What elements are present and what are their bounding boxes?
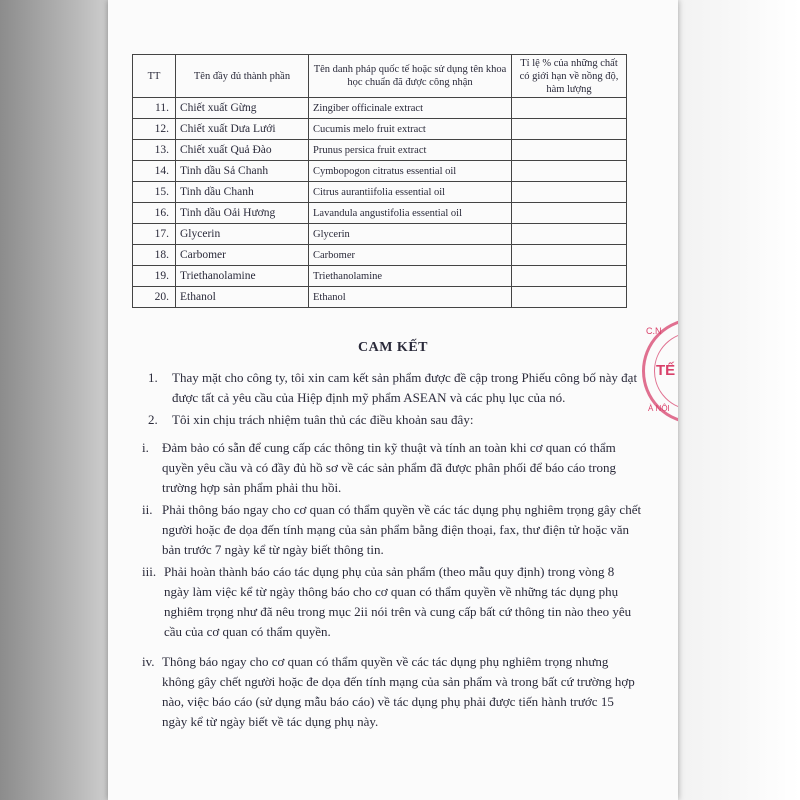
stamp-top-text: C.N: [646, 326, 662, 336]
stamp-center-text: TẾ: [656, 362, 676, 379]
cell-tt: 12.: [133, 119, 176, 140]
item-number: iii.: [142, 564, 157, 579]
cell-inci: Citrus aurantiifolia essential oil: [309, 182, 512, 203]
cell-ratio: [512, 98, 627, 119]
table-row: [133, 98, 627, 119]
cell-tt: 16.: [133, 203, 176, 224]
cell-tt: 11.: [133, 98, 176, 119]
header-tt: TT: [133, 55, 176, 98]
item-number: 1.: [148, 370, 158, 385]
commitment-paragraph: Phải hoàn thành báo cáo tác dụng phụ của sản phẩm (theo mẫu quy định) trong vòng 8 ngày làm việc kể từ ngày thông báo cho cơ quan có thẩm quyền về những tác dụng phụ nghiêm trọng như đã nêu trong mục 2ii nói trên và cung cấp bất cứ thông tin nào theo yêu cầu của cơ quan có thẩm quyền.: [164, 564, 632, 639]
cell-name: Tinh dầu Oải Hương: [176, 203, 309, 224]
cell-tt: 17.: [133, 224, 176, 245]
cell-ratio: [512, 140, 627, 161]
cell-name: Carbomer: [176, 245, 309, 266]
cell-inci: Lavandula angustifolia essential oil: [309, 203, 512, 224]
commitment-title: CAM KẾT: [358, 340, 428, 355]
table-row: [133, 224, 627, 245]
header-ratio: Tỉ lệ % của những chất có giới hạn về nồng độ, hàm lượng: [512, 55, 627, 98]
cell-ratio: [512, 266, 627, 287]
background-left: [0, 0, 110, 800]
commitment-paragraph: Tôi xin chịu trách nhiệm tuân thủ các điều khoản sau đây:: [172, 412, 474, 427]
commitment-paragraph: Phải thông báo ngay cho cơ quan có thẩm quyền về các tác dụng phụ nghiêm trọng gây chết người hoặc đe dọa đến tính mạng của sản phẩm bằng điện thoại, fax, thư điện tử hoặc văn bản trước 7 ngày kể từ ngày biết thông tin.: [162, 502, 642, 557]
table-row: [133, 287, 627, 308]
cell-ratio: [512, 245, 627, 266]
table-row: [133, 161, 627, 182]
header-inci: Tên danh pháp quốc tế hoặc sử dụng tên khoa học chuẩn đã được công nhận: [309, 55, 512, 98]
cell-inci: Prunus persica fruit extract: [309, 140, 512, 161]
cell-inci: Cymbopogon citratus essential oil: [309, 161, 512, 182]
cell-ratio: [512, 119, 627, 140]
cell-inci: Zingiber officinale extract: [309, 98, 512, 119]
item-number: 2.: [148, 412, 158, 427]
cell-ratio: [512, 203, 627, 224]
cell-ratio: [512, 224, 627, 245]
cell-name: Glycerin: [176, 224, 309, 245]
table-row: [133, 203, 627, 224]
cell-name: Triethanolamine: [176, 266, 309, 287]
cell-ratio: [512, 161, 627, 182]
table-row: [133, 119, 627, 140]
header-name: Tên đầy đủ thành phần: [176, 55, 309, 98]
cell-name: Tinh dầu Sả Chanh: [176, 161, 309, 182]
cell-tt: 18.: [133, 245, 176, 266]
table-row: [133, 140, 627, 161]
item-number: i.: [142, 440, 149, 455]
commitment-paragraph: Thay mặt cho công ty, tôi xin cam kết sản phẩm được đề cập trong Phiếu công bố này đạt được tất cả yêu cầu của Hiệp định mỹ phẩm ASEAN và các phụ lục của nó.: [172, 370, 638, 405]
item-number: iv.: [142, 654, 155, 669]
cell-inci: Glycerin: [309, 224, 512, 245]
ingredients-table: [132, 54, 627, 308]
cell-name: Ethanol: [176, 287, 309, 308]
cell-tt: 19.: [133, 266, 176, 287]
cell-ratio: [512, 182, 627, 203]
table-row: [133, 266, 627, 287]
cell-inci: Cucumis melo fruit extract: [309, 119, 512, 140]
table-header-row: [133, 55, 627, 98]
table-row: [133, 245, 627, 266]
table-row: [133, 182, 627, 203]
cell-name: Chiết xuất Gừng: [176, 98, 309, 119]
cell-ratio: [512, 287, 627, 308]
item-number: ii.: [142, 502, 153, 517]
cell-name: Chiết xuất Quả Đào: [176, 140, 309, 161]
cell-tt: 15.: [133, 182, 176, 203]
red-stamp-seal: [632, 318, 678, 426]
cell-tt: 14.: [133, 161, 176, 182]
cell-inci: Triethanolamine: [309, 266, 512, 287]
cell-name: Tinh dầu Chanh: [176, 182, 309, 203]
commitment-paragraph: Đảm bảo có sẵn để cung cấp các thông tin kỹ thuật và tính an toàn khi cơ quan có thẩm quyền yêu cầu và có đầy đủ hồ sơ về các sản phẩm đã được phân phối để báo cáo trong trường hợp sản phẩm phải thu hồi.: [162, 440, 616, 495]
stamp-bottom-text: À NỘI: [648, 404, 670, 413]
cell-tt: 20.: [133, 287, 176, 308]
cell-tt: 13.: [133, 140, 176, 161]
cell-name: Chiết xuất Dưa Lưới: [176, 119, 309, 140]
cell-inci: Ethanol: [309, 287, 512, 308]
cell-inci: Carbomer: [309, 245, 512, 266]
document-page: [108, 0, 678, 800]
commitment-paragraph: Thông báo ngay cho cơ quan có thẩm quyền về các tác dụng phụ nghiêm trọng nhưng không gây chết người hoặc đe dọa đến tính mạng của sản phẩm và trong bất cứ trường hợp nào, việc báo cáo (sử dụng mẫu báo cáo) về tác dụng phụ phải được tiến hành trước 15 ngày kể từ ngày biết về tác dụng phụ này.: [162, 654, 635, 729]
